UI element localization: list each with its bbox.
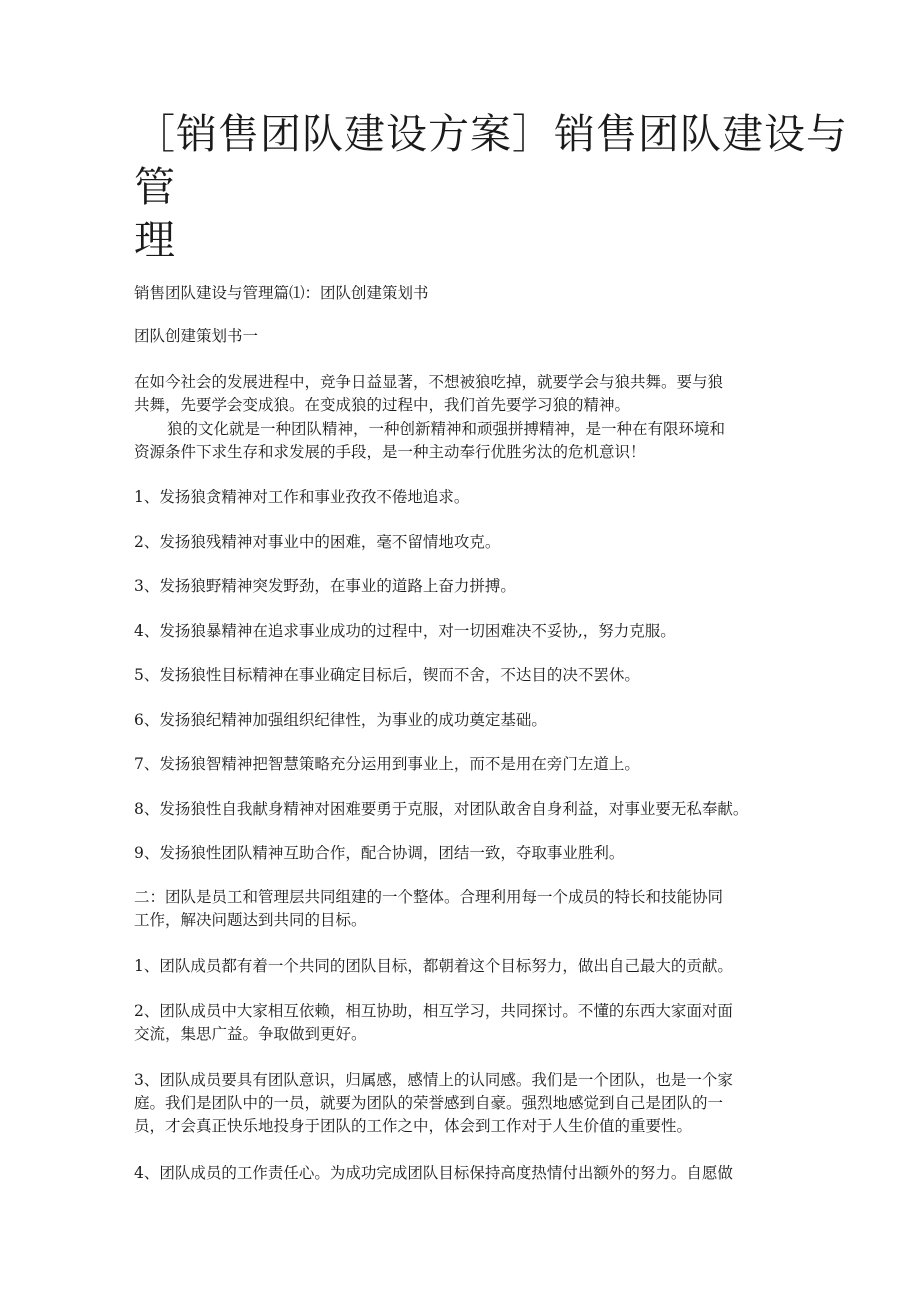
- team-item-1: [134, 955, 804, 978]
- list-item: 7、发扬狼智精神把智慧策略充分运用到事业上，而不是用在旁门左道上。: [134, 755, 640, 773]
- paragraph-line: 二：团队是员工和管理层共同组建的一个整体。合理利用每一个成员的特长和技能协同: [134, 888, 724, 906]
- section-subheading: 团队创建策划书一: [134, 327, 259, 345]
- paragraph-line: 1、团队成员都有着一个共同的团队目标，都朝着这个目标努力，做出自己最大的贡献。: [134, 957, 733, 975]
- paragraph-line: 资源条件下求生存和求发展的手段，是一种主动奉行优胜劣汰的危机意识！: [134, 443, 646, 461]
- team-item-2: [134, 1000, 804, 1046]
- title-line: ［销售团队建设方案］销售团队建设与: [134, 110, 848, 158]
- list-item: 9、发扬狼性团队精神互助合作，配合协调，团结一致，夺取事业胜利。: [134, 844, 625, 862]
- intro-paragraph: [134, 371, 804, 417]
- list-item: 1、发扬狼贪精神对工作和事业孜孜不倦地追求。: [134, 488, 470, 506]
- paragraph-line: 工作，解决问题达到共同的目标。: [134, 911, 367, 929]
- list-item: 4、发扬狼暴精神在追求事业成功的过程中，对一切困难决不妥协,，努力克服。: [134, 622, 676, 640]
- wolf-culture-paragraph: [134, 418, 804, 464]
- paragraph-line: 3、团队成员要具有团队意识，归属感，感情上的认同感。我们是一个团队，也是一个家: [134, 1071, 733, 1089]
- team-item-4: [134, 1162, 804, 1185]
- document-title: [134, 108, 848, 267]
- paragraph-line: 员，才会真正快乐地投身于团队的工作之中，体会到工作对于人生价值的重要性。: [134, 1117, 693, 1135]
- paragraph-line: 狼的文化就是一种团队精神，一种创新精神和顽强拼搏精神，是一种在有限环境和: [167, 420, 726, 438]
- paragraph-line: 庭。我们是团队中的一员，就要为团队的荣誉感到自豪。强烈地感觉到自己是团队的一: [134, 1094, 724, 1112]
- paragraph-line: 在如今社会的发展进程中，竞争日益显著，不想被狼吃掉，就要学会与狼共舞。要与狼: [134, 373, 724, 391]
- list-item: 5、发扬狼性目标精神在事业确定目标后，锲而不舍，不达目的决不罢休。: [134, 666, 640, 684]
- list-item: 8、发扬狼性自我献身精神对困难要勇于克服，对团队敢舍自身利益，对事业要无私奉献。: [134, 800, 749, 818]
- paragraph-line: 共舞，先要学会变成狼。在变成狼的过程中，我们首先要学习狼的精神。: [134, 396, 631, 414]
- title-line: 理: [134, 216, 176, 264]
- paragraph-line: 4、团队成员的工作责任心。为成功完成团队目标保持高度热情付出额外的努力。自愿做: [134, 1164, 733, 1182]
- list-item: 3、发扬狼野精神突发野劲，在事业的道路上奋力拼搏。: [134, 577, 516, 595]
- paragraph-line: 交流，集思广益。争取做到更好。: [134, 1025, 367, 1043]
- section-two-paragraph: [134, 886, 804, 932]
- team-item-3: [134, 1069, 804, 1138]
- paragraph-line: 2、团队成员中大家相互依赖，相互协助，相互学习，共同探讨。不懂的东西大家面对面: [134, 1002, 733, 1020]
- title-line: 管: [134, 163, 176, 211]
- list-item: 6、发扬狼纪精神加强组织纪律性，为事业的成功奠定基础。: [134, 711, 547, 729]
- list-item: 2、发扬狼残精神对事业中的困难，毫不留情地攻克。: [134, 533, 501, 551]
- section-heading: 销售团队建设与管理篇⑴：团队创建策划书: [134, 284, 429, 302]
